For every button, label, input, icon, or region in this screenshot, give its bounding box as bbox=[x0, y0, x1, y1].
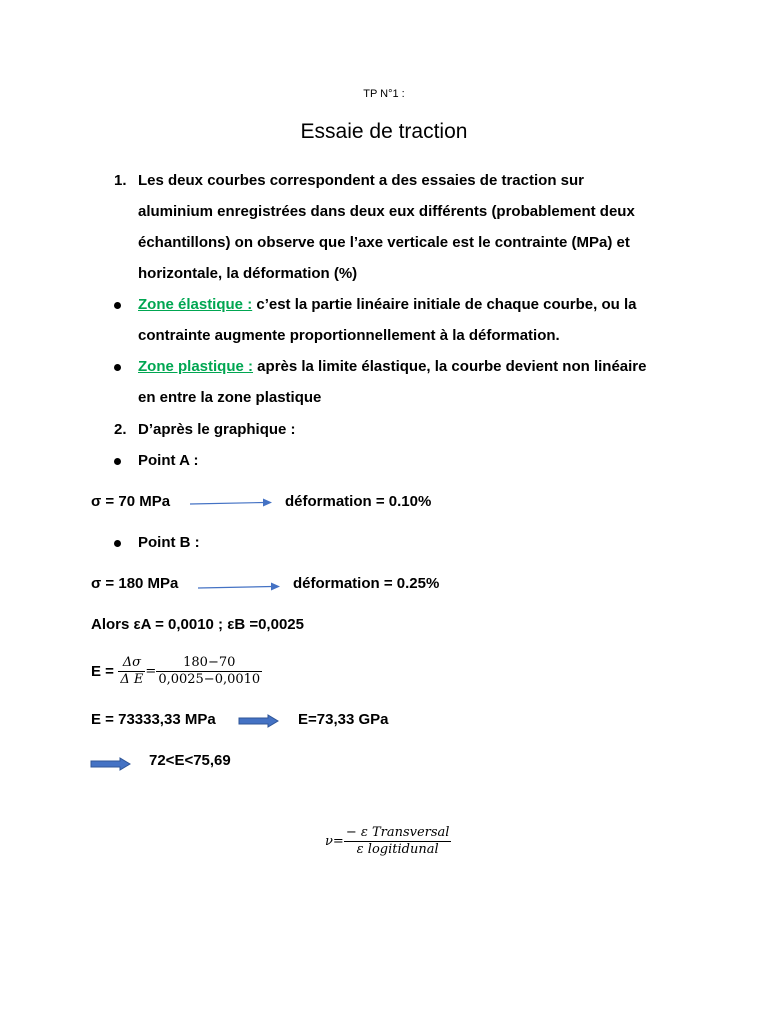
deformation-a: déformation = 0.10% bbox=[285, 493, 432, 510]
nu-symbol: ν bbox=[325, 834, 333, 849]
block-arrow-icon bbox=[238, 714, 280, 728]
bullet-point-b bbox=[114, 540, 121, 547]
poisson-numerator: − ε Transversal bbox=[345, 825, 450, 840]
plastic-line-1 bbox=[138, 358, 646, 375]
equals-sign: = bbox=[145, 664, 157, 679]
item1-number: 1. bbox=[114, 172, 127, 189]
elastic-zone-text-1: c’est la partie linéaire initiale de chaque courbe, ou la bbox=[252, 296, 637, 313]
block-arrow-icon bbox=[90, 757, 132, 771]
deformation-b: déformation = 0.25% bbox=[293, 575, 440, 592]
poisson-fraction bbox=[344, 825, 452, 858]
fraction-values-denominator: 0,0025−0,0010 bbox=[158, 672, 261, 687]
fraction-values bbox=[156, 655, 262, 688]
bullet-point-a bbox=[114, 458, 121, 465]
thin-arrow-icon bbox=[196, 579, 282, 595]
elastic-zone-label: Zone élastique : bbox=[138, 296, 253, 313]
plastic-zone-text-1: après la limite élastique, la courbe devient non linéaire bbox=[253, 358, 647, 375]
item1-line-1: Les deux courbes correspondent a des essaies de traction sur bbox=[138, 172, 584, 189]
point-b-label: Point B : bbox=[138, 534, 200, 551]
fraction-values-numerator: 180−70 bbox=[156, 655, 262, 672]
point-a-label: Point A : bbox=[138, 452, 199, 469]
poisson-ratio-formula bbox=[325, 825, 451, 858]
e-mpa-result: E = 73333,33 MPa bbox=[91, 711, 216, 728]
item2-text: D’après le graphique : bbox=[138, 421, 296, 438]
bullet-elastic bbox=[114, 302, 121, 309]
item1-line-2: aluminium enregistrées dans deux eux différents (probablement deux bbox=[138, 203, 635, 220]
thin-arrow-icon bbox=[188, 495, 274, 511]
plastic-zone-label: Zone plastique : bbox=[138, 358, 254, 375]
tp-label: TP N°1 : bbox=[363, 88, 405, 100]
elastic-line-1 bbox=[138, 296, 636, 313]
strain-values: Alors εA = 0,0010 ; εB =0,0025 bbox=[91, 616, 304, 633]
item1-line-3: échantillons) on observe que l’axe verticale est le contrainte (MPa) et bbox=[138, 234, 630, 251]
elastic-line-2: contrainte augmente proportionnellement à la déformation. bbox=[138, 327, 560, 344]
sigma-a: σ = 70 MPa bbox=[91, 493, 171, 510]
plastic-line-2: en entre la zone plastique bbox=[138, 389, 322, 406]
sigma-b: σ = 180 MPa bbox=[91, 575, 179, 592]
e-gpa-result: E=73,33 GPa bbox=[298, 711, 389, 728]
youngs-modulus-formula bbox=[91, 655, 262, 688]
item1-line-4: horizontale, la déformation (%) bbox=[138, 265, 358, 282]
nu-equals: = bbox=[332, 834, 344, 849]
fraction-delta bbox=[118, 655, 145, 688]
e-range: 72<E<75,69 bbox=[149, 752, 231, 769]
poisson-denominator: ε logitidunal bbox=[356, 842, 439, 857]
fraction-delta-numerator: Δσ bbox=[118, 655, 145, 672]
page-title: Essaie de traction bbox=[300, 120, 468, 143]
e-label: E = bbox=[91, 663, 114, 680]
item2-number: 2. bbox=[114, 421, 127, 438]
fraction-delta-denominator: Δ E bbox=[120, 672, 144, 687]
bullet-plastic bbox=[114, 364, 121, 371]
